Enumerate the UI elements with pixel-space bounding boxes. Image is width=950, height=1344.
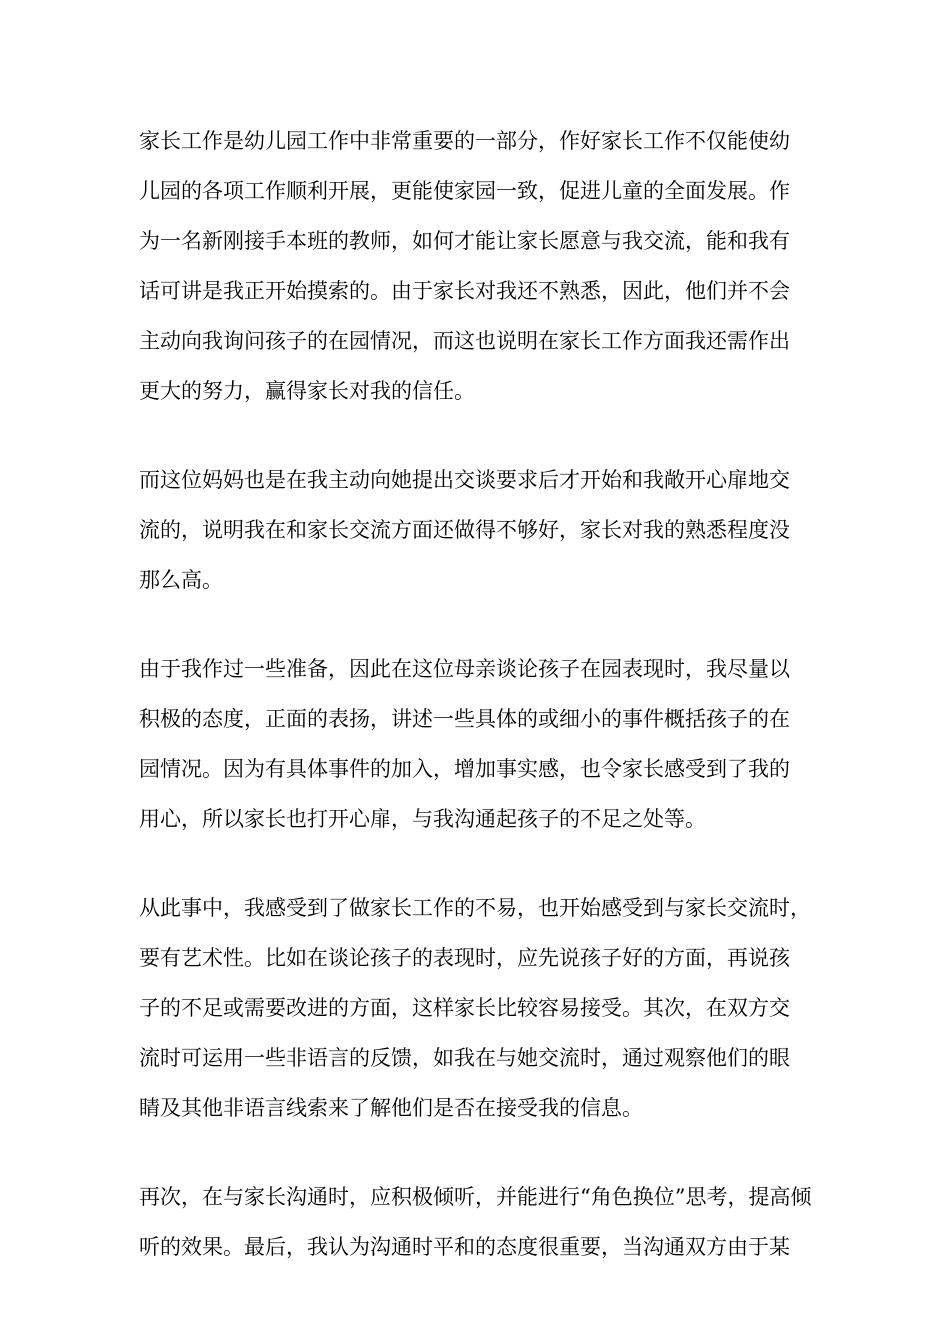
text-line: 那么高。 [139, 568, 223, 592]
paragraph-gap [139, 1133, 815, 1172]
text-line: 用心，所以家长也打开心扉，与我沟通起孩子的不足之处等。 [139, 807, 706, 831]
text-line: 更大的努力，赢得家长对我的信任。 [139, 379, 475, 403]
text-line: 园情况。因为有具体事件的加入，增加事实感，也令家长感受到了我的 [139, 757, 790, 781]
text-line: 家长工作是幼儿园工作中非常重要的一部分，作好家长工作不仅能使幼 [139, 129, 790, 153]
text-line: 再次，在与家长沟通时，应积极倾听，并能进行“角色换位”思考，提高倾 [139, 1185, 812, 1209]
paragraph-gap [139, 605, 815, 644]
text-line: 子的不足或需要改进的方面，这样家长比较容易接受。其次，在双方交 [139, 996, 790, 1020]
paragraph-gap [139, 416, 815, 455]
text-line: 积极的态度，正面的表扬，讲述一些具体的或细小的事件概括孩子的在 [139, 707, 790, 731]
text-line: 话可讲是我正开始摸索的。由于家长对我还不熟悉，因此，他们并不会 [139, 279, 790, 303]
paragraph-2 [139, 455, 815, 605]
text-line: 从此事中，我感受到了做家长工作的不易，也开始感受到与家长交流时， [139, 896, 811, 920]
paragraph-5 [139, 1172, 815, 1272]
text-line: 流的，说明我在和家长交流方面还做得不够好，家长对我的熟悉程度没 [139, 518, 790, 542]
document-page [139, 116, 815, 1272]
paragraph-gap [139, 844, 815, 883]
text-line: 由于我作过一些准备，因此在这位母亲谈论孩子在园表现时，我尽量以 [139, 657, 790, 681]
text-line: 主动向我询问孩子的在园情况，而这也说明在家长工作方面我还需作出 [139, 329, 790, 353]
text-line: 为一名新刚接手本班的教师，如何才能让家长愿意与我交流，能和我有 [139, 229, 790, 253]
paragraph-1 [139, 116, 815, 416]
text-line: 睛及其他非语言线索来了解他们是否在接受我的信息。 [139, 1096, 643, 1120]
paragraph-3 [139, 644, 815, 844]
text-line: 而这位妈妈也是在我主动向她提出交谈要求后才开始和我敞开心扉地交 [139, 468, 790, 492]
paragraph-4 [139, 883, 815, 1133]
text-line: 要有艺术性。比如在谈论孩子的表现时，应先说孩子好的方面，再说孩 [139, 946, 790, 970]
text-line: 儿园的各项工作顺利开展，更能使家园一致，促进儿童的全面发展。作 [139, 179, 790, 203]
text-line: 听的效果。最后，我认为沟通时平和的态度很重要，当沟通双方由于某 [139, 1235, 790, 1259]
text-line: 流时可运用一些非语言的反馈，如我在与她交流时，通过观察他们的眼 [139, 1046, 790, 1070]
